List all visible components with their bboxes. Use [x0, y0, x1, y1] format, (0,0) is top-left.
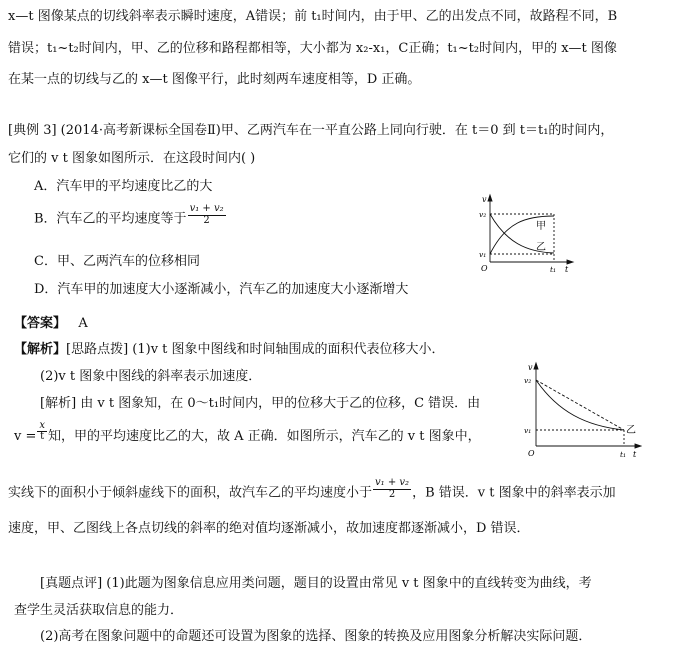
- comment-line3: (2)高考在图象问题中的命题还可设置为图象的选择、图象的转换及应用图象分析解决实际问题．: [40, 629, 592, 644]
- example-line1: [典例 3] (2014·高考新课标全国卷Ⅱ)甲、乙两汽车在一平直公路上同向行驶．在 t＝0 到 t＝t₁的时间内，: [8, 123, 614, 138]
- option-b-fraction: [188, 204, 226, 226]
- option-a: A．汽车甲的平均速度比乙的大: [34, 179, 213, 194]
- analysis-line4-text: 知，甲的平均速度比乙的大，故 A 正确．如图所示，汽车乙的 v t 图象中，: [48, 429, 481, 444]
- graph2-origin-label: O: [528, 449, 535, 458]
- analysis-vbar: v =: [14, 429, 37, 444]
- vt-graph-analysis: [522, 360, 642, 462]
- analysis-t-denominator: t: [40, 431, 45, 442]
- para1-line2: 错误；t₁~t₂时间内，甲、乙的位移和路程都相等，大小都为 x₂-x₁，C正确；t₁~t₂时间内，甲的 x—t 图像: [8, 41, 617, 56]
- analysis-line5-text: 实线下的面积小于倾斜虚线下的面积，故汽车乙的平均速度小于: [8, 485, 373, 501]
- option-d: D．汽车甲的加速度大小逐渐减小，汽车乙的加速度大小逐渐增大: [34, 282, 409, 297]
- example-line2: 它们的 v t 图象如图所示．在这段时间内( ): [8, 151, 256, 166]
- graph2-diagonal-dashed: [536, 380, 624, 430]
- option-b-denominator: 2: [203, 214, 210, 226]
- analysis-line6: 速度，甲、乙图线上各点切线的斜率的绝对值均逐渐减小，故加速度都逐渐减小，D 错误．: [8, 521, 530, 536]
- graph2-v2-label: v₂: [524, 376, 532, 385]
- analysis-line5-fraction: [373, 478, 411, 500]
- analysis-x-numerator: x: [39, 419, 46, 431]
- option-c: C．甲、乙两汽车的位移相同: [34, 254, 200, 269]
- para1-line3: 在某一点的切线与乙的 x—t 图像平行，此时刻两车速度相等，D 正确。: [8, 72, 421, 87]
- vt-graph-example: [476, 192, 576, 274]
- analysis-x-over-t: [37, 421, 47, 443]
- graph2-v-label: v: [528, 363, 533, 372]
- graph1-v1-label: v₁: [479, 250, 487, 259]
- graph1-yi-label: 乙: [536, 242, 546, 253]
- graph2-v-arrow: [534, 363, 538, 369]
- answer-value: A: [78, 316, 88, 331]
- graph1-t1-label: t₁: [550, 265, 557, 274]
- analysis-line3: [解析] 由 v t 图象知，在 0～t₁时间内，甲的位移大于乙的位移，C 错误．由: [40, 396, 481, 411]
- comment-line1: [真题点评] (1)此题为图象信息应用类问题，题目的设置由常见 v t 图象中的直线转变为曲线，考: [40, 576, 592, 591]
- analysis-line2: (2)v t 图象中图线的斜率表示加速度．: [40, 369, 262, 384]
- graph1-t-label: t: [565, 265, 569, 274]
- graph1-jia-label: 甲: [536, 221, 546, 232]
- graph1-v-label: v: [482, 195, 487, 204]
- analysis-line5: [8, 477, 616, 501]
- analysis-label: 【解析】: [14, 342, 67, 357]
- para1-line1: x—t 图像某点的切线斜率表示瞬时速度，A错误；前 t₁时间内，由于甲、乙的出发点不同，故路程不同，B: [8, 9, 618, 24]
- analysis-line1-text: [思路点拨] (1)v t 图象中图线和时间轴围成的面积代表位移大小．: [66, 342, 445, 357]
- analysis-line1: [14, 343, 445, 356]
- analysis-line5-denominator: 2: [388, 488, 396, 500]
- graph2-t-arrow: [635, 444, 641, 448]
- graph2-t1-label: t₁: [620, 450, 627, 459]
- graph2-t-label: t: [633, 450, 637, 459]
- graph2-yi-label: 乙: [626, 425, 636, 436]
- analysis-line5-rest: ，B 错误．v t 图象中的斜率表示加: [412, 485, 616, 501]
- answer-line: [14, 317, 88, 330]
- option-b: [34, 203, 227, 227]
- graph1-t-arrow: [567, 260, 573, 264]
- graph1-v2-label: v₂: [479, 210, 487, 219]
- graph1-origin-label: O: [481, 264, 488, 273]
- option-b-numerator: v₁ + v₂: [189, 203, 224, 214]
- analysis-line4: [14, 419, 481, 444]
- graph1-v-arrow: [488, 195, 492, 201]
- answer-label: 【答案】: [14, 316, 67, 331]
- option-b-text: B．汽车乙的平均速度等于: [34, 211, 187, 227]
- comment-line2: 查学生灵活获取信息的能力．: [14, 603, 184, 618]
- graph2-v1-label: v₁: [524, 426, 532, 435]
- analysis-line5-numerator: v₁ + v₂: [375, 477, 410, 488]
